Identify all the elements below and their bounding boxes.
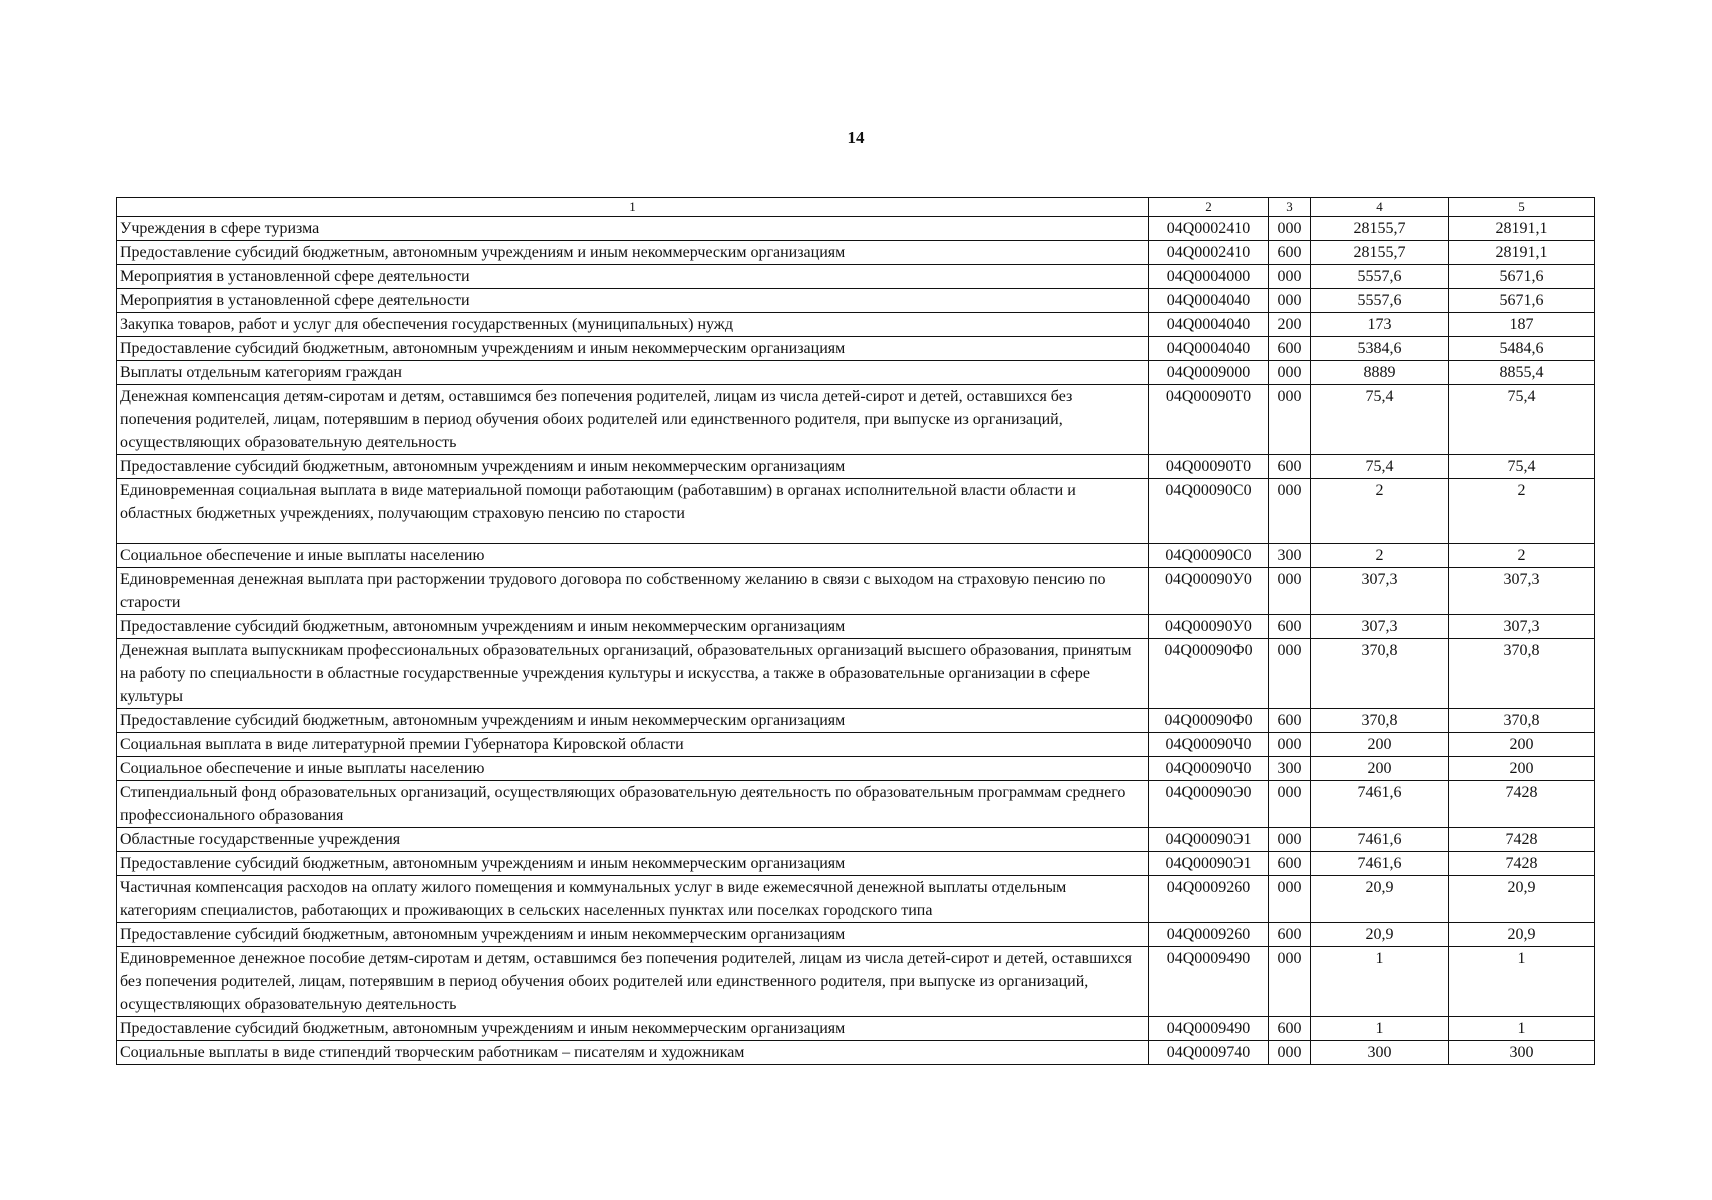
row-type-cell: 200 — [1269, 313, 1311, 337]
row-name-cell: Предоставление субсидий бюджетным, автономным учреждениям и иным некоммерческим организациям — [117, 852, 1149, 876]
row-value-col4: 7461,6 — [1311, 781, 1449, 828]
table-header-row — [117, 198, 1595, 217]
row-value-col5: 200 — [1449, 757, 1595, 781]
row-code-cell: 04Q00090У0 — [1149, 568, 1269, 615]
row-name-cell: Предоставление субсидий бюджетным, автономным учреждениям и иным некоммерческим организациям — [117, 241, 1149, 265]
row-code-cell: 04Q00090Ф0 — [1149, 639, 1269, 709]
row-code-cell: 04Q00090C0 — [1149, 479, 1269, 544]
row-value-col5: 2 — [1449, 479, 1595, 544]
row-name-cell: Предоставление субсидий бюджетным, автономным учреждениям и иным некоммерческим организациям — [117, 709, 1149, 733]
row-name-cell: Мероприятия в установленной сфере деятельности — [117, 289, 1149, 313]
row-value-col4: 2 — [1311, 479, 1449, 544]
row-code-cell: 04Q00090T0 — [1149, 385, 1269, 455]
row-code-cell: 04Q0009490 — [1149, 1017, 1269, 1041]
row-value-col4: 1 — [1311, 947, 1449, 1017]
row-value-col4: 370,8 — [1311, 709, 1449, 733]
row-name-cell: Предоставление субсидий бюджетным, автономным учреждениям и иным некоммерческим организациям — [117, 1017, 1149, 1041]
row-value-col5: 307,3 — [1449, 615, 1595, 639]
row-value-col5: 28191,1 — [1449, 217, 1595, 241]
row-name-cell: Единовременное денежное пособие детям-сиротам и детям, оставшимся без попечения родителей, лицам из числа детей-сирот и детей, оставшихся без попечения родителей, лицам, потерявшим в период обучения обоих родителей или единственного родителя, при выпуске из организаций, осуществляющих образовательную деятельность — [117, 947, 1149, 1017]
row-type-cell: 000 — [1269, 361, 1311, 385]
row-type-cell: 000 — [1269, 781, 1311, 828]
row-code-cell: 04Q00090T0 — [1149, 455, 1269, 479]
row-name-cell: Предоставление субсидий бюджетным, автономным учреждениям и иным некоммерческим организациям — [117, 337, 1149, 361]
table-row — [117, 852, 1595, 876]
row-name-cell: Социальные выплаты в виде стипендий творческим работникам – писателям и художникам — [117, 1041, 1149, 1065]
column-header: 2 — [1149, 198, 1269, 217]
row-name-cell: Единовременная денежная выплата при расторжении трудового договора по собственному желанию в связи с выходом на страховую пенсию по старости — [117, 568, 1149, 615]
row-code-cell: 04Q0004040 — [1149, 289, 1269, 313]
table-row — [117, 265, 1595, 289]
row-name-cell: Единовременная социальная выплата в виде материальной помощи работающим (работавшим) в органах исполнительной власти области и областных бюджетных учреждениях, получающим страховую пенсию по старости — [117, 479, 1149, 544]
row-value-col5: 7428 — [1449, 852, 1595, 876]
row-type-cell: 600 — [1269, 455, 1311, 479]
row-value-col5: 7428 — [1449, 828, 1595, 852]
row-type-cell: 000 — [1269, 568, 1311, 615]
table-row — [117, 289, 1595, 313]
row-value-col5: 5484,6 — [1449, 337, 1595, 361]
row-value-col4: 173 — [1311, 313, 1449, 337]
row-value-col4: 5557,6 — [1311, 289, 1449, 313]
table-row — [117, 828, 1595, 852]
row-value-col5: 370,8 — [1449, 709, 1595, 733]
row-value-col5: 75,4 — [1449, 385, 1595, 455]
row-value-col4: 28155,7 — [1311, 241, 1449, 265]
row-value-col4: 20,9 — [1311, 876, 1449, 923]
row-code-cell: 04Q0009740 — [1149, 1041, 1269, 1065]
row-name-cell: Денежная компенсация детям-сиротам и детям, оставшимся без попечения родителей, лицам из числа детей-сирот и детей, оставшихся без попечения родителей, лицам, потерявшим в период обучения обоих родителей или единственного родителя, при выпуске из организаций, осуществляющих образовательную деятельность — [117, 385, 1149, 455]
row-type-cell: 600 — [1269, 709, 1311, 733]
row-value-col4: 20,9 — [1311, 923, 1449, 947]
page-number: 14 — [847, 128, 865, 147]
row-value-col5: 5671,6 — [1449, 289, 1595, 313]
row-value-col4: 75,4 — [1311, 455, 1449, 479]
row-value-col5: 20,9 — [1449, 923, 1595, 947]
row-code-cell: 04Q0002410 — [1149, 217, 1269, 241]
row-type-cell: 600 — [1269, 1017, 1311, 1041]
row-name-cell: Социальная выплата в виде литературной премии Губернатора Кировской области — [117, 733, 1149, 757]
table-body — [117, 217, 1595, 1065]
table-row — [117, 923, 1595, 947]
row-code-cell: 04Q00090Ч0 — [1149, 757, 1269, 781]
row-name-cell: Выплаты отдельным категориям граждан — [117, 361, 1149, 385]
column-header: 3 — [1269, 198, 1311, 217]
row-value-col4: 8889 — [1311, 361, 1449, 385]
table-row — [117, 313, 1595, 337]
table-row — [117, 337, 1595, 361]
table-row — [117, 709, 1595, 733]
table-row — [117, 781, 1595, 828]
row-value-col4: 5557,6 — [1311, 265, 1449, 289]
row-value-col4: 1 — [1311, 1017, 1449, 1041]
row-name-cell: Стипендиальный фонд образовательных организаций, осуществляющих образовательную деятельность по образовательным программам среднего профессионального образования — [117, 781, 1149, 828]
table-row — [117, 876, 1595, 923]
table-row — [117, 1017, 1595, 1041]
row-value-col5: 8855,4 — [1449, 361, 1595, 385]
row-value-col4: 307,3 — [1311, 615, 1449, 639]
row-code-cell: 04Q0002410 — [1149, 241, 1269, 265]
row-code-cell: 04Q00090Э0 — [1149, 781, 1269, 828]
row-value-col5: 1 — [1449, 947, 1595, 1017]
row-code-cell: 04Q00090Э1 — [1149, 852, 1269, 876]
row-type-cell: 000 — [1269, 876, 1311, 923]
table-row — [117, 361, 1595, 385]
row-name-cell: Предоставление субсидий бюджетным, автономным учреждениям и иным некоммерческим организациям — [117, 615, 1149, 639]
table-row — [117, 544, 1595, 568]
row-value-col4: 200 — [1311, 733, 1449, 757]
row-type-cell: 000 — [1269, 479, 1311, 544]
table-row — [117, 1041, 1595, 1065]
row-type-cell: 600 — [1269, 923, 1311, 947]
row-value-col4: 5384,6 — [1311, 337, 1449, 361]
row-type-cell: 600 — [1269, 852, 1311, 876]
row-name-cell: Мероприятия в установленной сфере деятельности — [117, 265, 1149, 289]
row-value-col4: 75,4 — [1311, 385, 1449, 455]
table-row — [117, 385, 1595, 455]
row-type-cell: 000 — [1269, 385, 1311, 455]
row-type-cell: 000 — [1269, 217, 1311, 241]
row-value-col4: 28155,7 — [1311, 217, 1449, 241]
row-name-cell: Денежная выплата выпускникам профессиональных образовательных организаций, образовательных организаций высшего образования, принятым на работу по специальности в областные государственные учреждения культуры и искусства, а также в образовательные организации в сфере культуры — [117, 639, 1149, 709]
row-value-col4: 300 — [1311, 1041, 1449, 1065]
row-value-col5: 307,3 — [1449, 568, 1595, 615]
table-row — [117, 217, 1595, 241]
table-row — [117, 947, 1595, 1017]
row-type-cell: 600 — [1269, 615, 1311, 639]
column-header: 1 — [117, 198, 1149, 217]
row-value-col5: 2 — [1449, 544, 1595, 568]
row-value-col5: 28191,1 — [1449, 241, 1595, 265]
row-code-cell: 04Q0004040 — [1149, 337, 1269, 361]
row-value-col4: 370,8 — [1311, 639, 1449, 709]
table-row — [117, 568, 1595, 615]
row-type-cell: 600 — [1269, 337, 1311, 361]
row-code-cell: 04Q0004000 — [1149, 265, 1269, 289]
row-value-col5: 370,8 — [1449, 639, 1595, 709]
row-type-cell: 600 — [1269, 241, 1311, 265]
row-code-cell: 04Q0009260 — [1149, 923, 1269, 947]
row-value-col4: 7461,6 — [1311, 828, 1449, 852]
row-code-cell: 04Q0009490 — [1149, 947, 1269, 1017]
table-row — [117, 455, 1595, 479]
row-type-cell: 000 — [1269, 289, 1311, 313]
table-row — [117, 479, 1595, 544]
column-header: 5 — [1449, 198, 1595, 217]
row-value-col4: 7461,6 — [1311, 852, 1449, 876]
row-value-col5: 300 — [1449, 1041, 1595, 1065]
row-type-cell: 000 — [1269, 947, 1311, 1017]
row-value-col4: 307,3 — [1311, 568, 1449, 615]
row-value-col5: 20,9 — [1449, 876, 1595, 923]
row-name-cell: Предоставление субсидий бюджетным, автономным учреждениям и иным некоммерческим организациям — [117, 923, 1149, 947]
row-value-col5: 200 — [1449, 733, 1595, 757]
row-name-cell: Учреждения в сфере туризма — [117, 217, 1149, 241]
row-type-cell: 300 — [1269, 544, 1311, 568]
table-row — [117, 733, 1595, 757]
row-name-cell: Предоставление субсидий бюджетным, автономным учреждениям и иным некоммерческим организациям — [117, 455, 1149, 479]
row-type-cell: 000 — [1269, 639, 1311, 709]
row-type-cell: 000 — [1269, 1041, 1311, 1065]
table-row — [117, 615, 1595, 639]
row-code-cell: 04Q0009000 — [1149, 361, 1269, 385]
row-value-col5: 7428 — [1449, 781, 1595, 828]
budget-table — [116, 197, 1595, 1065]
row-code-cell: 04Q0009260 — [1149, 876, 1269, 923]
row-value-col4: 200 — [1311, 757, 1449, 781]
row-name-cell: Социальное обеспечение и иные выплаты населению — [117, 757, 1149, 781]
row-type-cell: 000 — [1269, 828, 1311, 852]
row-code-cell: 04Q00090У0 — [1149, 615, 1269, 639]
row-name-cell: Областные государственные учреждения — [117, 828, 1149, 852]
row-value-col5: 5671,6 — [1449, 265, 1595, 289]
table-row — [117, 757, 1595, 781]
row-name-cell: Социальное обеспечение и иные выплаты населению — [117, 544, 1149, 568]
row-code-cell: 04Q00090C0 — [1149, 544, 1269, 568]
row-value-col4: 2 — [1311, 544, 1449, 568]
table-row — [117, 241, 1595, 265]
row-value-col5: 1 — [1449, 1017, 1595, 1041]
table-row — [117, 639, 1595, 709]
row-type-cell: 000 — [1269, 733, 1311, 757]
row-value-col5: 187 — [1449, 313, 1595, 337]
row-value-col5: 75,4 — [1449, 455, 1595, 479]
row-code-cell: 04Q00090Ф0 — [1149, 709, 1269, 733]
column-header: 4 — [1311, 198, 1449, 217]
row-name-cell: Частичная компенсация расходов на оплату жилого помещения и коммунальных услуг в виде ежемесячной денежной выплаты отдельным категориям специалистов, работающих и проживающих в сельских населенных пунктах или поселках городского типа — [117, 876, 1149, 923]
row-type-cell: 000 — [1269, 265, 1311, 289]
row-name-cell: Закупка товаров, работ и услуг для обеспечения государственных (муниципальных) нужд — [117, 313, 1149, 337]
row-type-cell: 300 — [1269, 757, 1311, 781]
row-code-cell: 04Q00090Ч0 — [1149, 733, 1269, 757]
row-code-cell: 04Q0004040 — [1149, 313, 1269, 337]
row-code-cell: 04Q00090Э1 — [1149, 828, 1269, 852]
